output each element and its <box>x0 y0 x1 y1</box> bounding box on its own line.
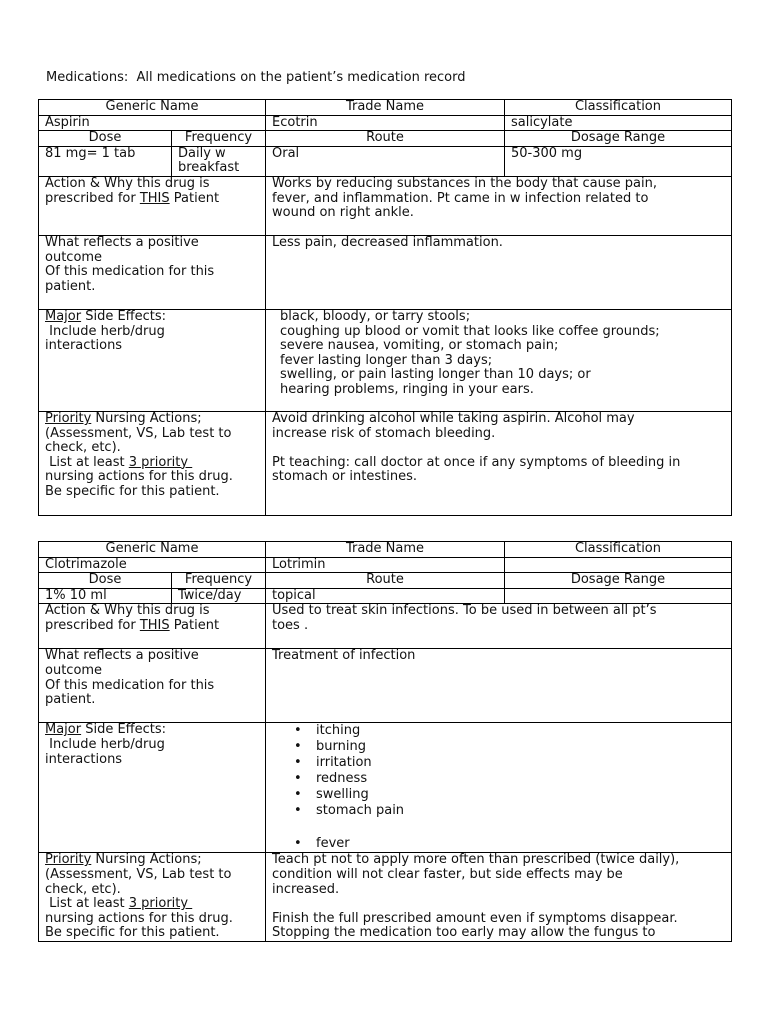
text-line: Avoid drinking alcohol while taking aspirin. Alcohol may <box>272 411 635 426</box>
classification-value: salicylate <box>505 115 732 131</box>
trade-name-value: Ecotrin <box>266 115 505 131</box>
label-line <box>45 619 259 634</box>
side-effects-value <box>266 309 732 411</box>
frequency-value: Twice/day <box>172 588 266 604</box>
label-line: nursing actions for this drug. <box>45 469 233 485</box>
priority-actions-label <box>39 853 266 942</box>
label-text-underlined: Major <box>45 722 82 738</box>
label-line <box>45 456 259 471</box>
side-effect-item: coughing up blood or vomit that looks like coffee grounds; <box>280 323 660 339</box>
label-text: Side Effects: <box>81 309 167 324</box>
side-effect-item: • stomach pain <box>316 803 725 819</box>
side-effects-list <box>272 723 725 852</box>
label-text: prescribed for <box>45 617 140 633</box>
outcome-label <box>39 235 266 309</box>
text-line: Works by reducing substances in the body that cause pain, <box>272 176 657 191</box>
generic-name-value: Clotrimazole <box>39 557 266 573</box>
label-line: outcome <box>45 662 103 678</box>
text-line: Pt teaching: call doctor at once if any symptoms of bleeding in <box>272 454 681 470</box>
dose-header: Dose <box>39 573 172 589</box>
generic-name-value: Aspirin <box>39 115 266 131</box>
text-line: condition will not clear faster, but side effects may be <box>272 866 623 882</box>
label-line: outcome <box>45 249 103 265</box>
priority-actions-label <box>39 411 266 515</box>
text-line: wound on right ankle. <box>272 205 414 221</box>
label-line: What reflects a positive <box>45 648 199 664</box>
frequency-value <box>172 146 266 176</box>
text-line: stomach or intestines. <box>272 469 417 485</box>
text-line: increased. <box>272 881 340 897</box>
text-line: Stopping the medication too early may allow the fungus to <box>272 925 656 941</box>
route-value: topical <box>266 588 505 604</box>
label-text: Nursing Actions; <box>91 852 202 868</box>
trade-name-value: Lotrimin <box>266 557 505 573</box>
dose-value: 1% 10 ml <box>39 588 172 604</box>
label-line: (Assessment, VS, Lab test to <box>45 425 232 441</box>
dose-value: 81 mg= 1 tab <box>39 146 172 176</box>
dosage-range-value: 50-300 mg <box>505 146 732 176</box>
label-line: Include herb/drug <box>45 323 165 339</box>
medication-table-clotrimazole <box>38 541 732 942</box>
medication-table-aspirin <box>38 99 732 516</box>
trade-name-header: Trade Name <box>266 100 505 116</box>
label-line: check, etc). <box>45 881 121 897</box>
label-text: Nursing Actions; <box>91 411 202 426</box>
label-text: List at least <box>45 454 129 470</box>
label-text: Patient <box>169 617 220 633</box>
side-effects-label <box>39 309 266 411</box>
text-line: increase risk of stomach bleeding. <box>272 425 496 441</box>
side-effect-item: • fever <box>316 836 725 852</box>
label-text-underlined: Priority <box>45 852 92 868</box>
label-text-underlined: 3 priority <box>128 896 193 912</box>
frequency-header: Frequency <box>172 573 266 589</box>
label-text-underlined: Priority <box>45 411 92 426</box>
dosage-range-header: Dosage Range <box>505 573 732 589</box>
side-effects-label <box>39 723 266 853</box>
outcome-value: Treatment of infection <box>266 649 732 723</box>
frequency-header: Frequency <box>172 131 266 147</box>
side-effect-item: swelling, or pain lasting longer than 10 days; or <box>280 367 591 383</box>
label-line: Action & Why this drug is <box>45 603 210 619</box>
text-line: fever, and inflammation. Pt came in w infection related to <box>272 190 649 206</box>
label-line: Be specific for this patient. <box>45 925 220 941</box>
label-line <box>45 310 259 325</box>
action-value <box>266 604 732 649</box>
label-line: Of this medication for this <box>45 264 215 280</box>
text-line: toes . <box>272 617 309 633</box>
route-value: Oral <box>266 146 505 176</box>
label-text: Side Effects: <box>81 722 167 738</box>
label-text-underlined: THIS <box>139 617 170 633</box>
classification-value <box>505 557 732 573</box>
priority-actions-value <box>266 411 732 515</box>
label-text-underlined: 3 priority <box>128 454 193 470</box>
label-line: What reflects a positive <box>45 235 199 250</box>
label-line: Include herb/drug <box>45 736 165 752</box>
text-line: Teach pt not to apply more often than prescribed (twice daily), <box>272 852 680 868</box>
classification-header: Classification <box>505 542 732 558</box>
dose-header: Dose <box>39 131 172 147</box>
action-label <box>39 176 266 235</box>
action-value <box>266 176 732 235</box>
label-line: (Assessment, VS, Lab test to <box>45 866 232 882</box>
dosage-range-header: Dosage Range <box>505 131 732 147</box>
label-line: interactions <box>45 338 123 354</box>
action-label <box>39 604 266 649</box>
priority-actions-value <box>266 853 732 942</box>
spacer <box>272 897 725 912</box>
label-line <box>45 412 259 427</box>
label-text: Patient <box>169 190 220 206</box>
frequency-line: breakfast <box>178 160 240 176</box>
trade-name-header: Trade Name <box>266 542 505 558</box>
frequency-line: Daily w <box>178 146 226 161</box>
label-line: check, etc). <box>45 440 121 456</box>
generic-name-header: Generic Name <box>39 542 266 558</box>
generic-name-header: Generic Name <box>39 100 266 116</box>
outcome-value: Less pain, decreased inflammation. <box>266 235 732 309</box>
side-effect-item: • burning <box>316 739 725 755</box>
classification-header: Classification <box>505 100 732 116</box>
dosage-range-value <box>505 588 732 604</box>
side-effect-item: • swelling <box>316 787 725 803</box>
label-line <box>45 853 259 868</box>
label-line <box>45 897 259 912</box>
label-line <box>45 723 259 738</box>
route-header: Route <box>266 131 505 147</box>
label-text-underlined: Major <box>45 309 82 324</box>
label-line: patient. <box>45 692 96 708</box>
route-header: Route <box>266 573 505 589</box>
label-line: Action & Why this drug is <box>45 176 210 191</box>
side-effect-item: hearing problems, ringing in your ears. <box>280 381 534 397</box>
label-line <box>45 192 259 207</box>
side-effect-item: • redness <box>316 771 725 787</box>
side-effect-item: black, bloody, or tarry stools; <box>280 309 471 324</box>
text-line: Used to treat skin infections. To be used in between all pt’s <box>272 603 657 619</box>
side-effect-item: • itching <box>316 723 725 739</box>
label-text: prescribed for <box>45 190 140 206</box>
label-line: Be specific for this patient. <box>45 483 220 499</box>
side-effect-item: fever lasting longer than 3 days; <box>280 352 493 368</box>
label-text-underlined: THIS <box>139 190 170 206</box>
side-effect-item: severe nausea, vomiting, or stomach pain; <box>280 338 559 354</box>
text-line: Finish the full prescribed amount even if symptoms disappear. <box>272 910 678 926</box>
page-title: Medications: All medications on the patient’s medication record <box>46 70 466 85</box>
label-line: Of this medication for this <box>45 677 215 693</box>
outcome-label <box>39 649 266 723</box>
label-text: List at least <box>45 896 129 912</box>
label-line: nursing actions for this drug. <box>45 910 233 926</box>
side-effect-item: • irritation <box>316 755 725 771</box>
label-line: interactions <box>45 751 123 767</box>
side-effects-value <box>266 723 732 853</box>
label-line: patient. <box>45 278 96 294</box>
spacer <box>272 441 725 456</box>
